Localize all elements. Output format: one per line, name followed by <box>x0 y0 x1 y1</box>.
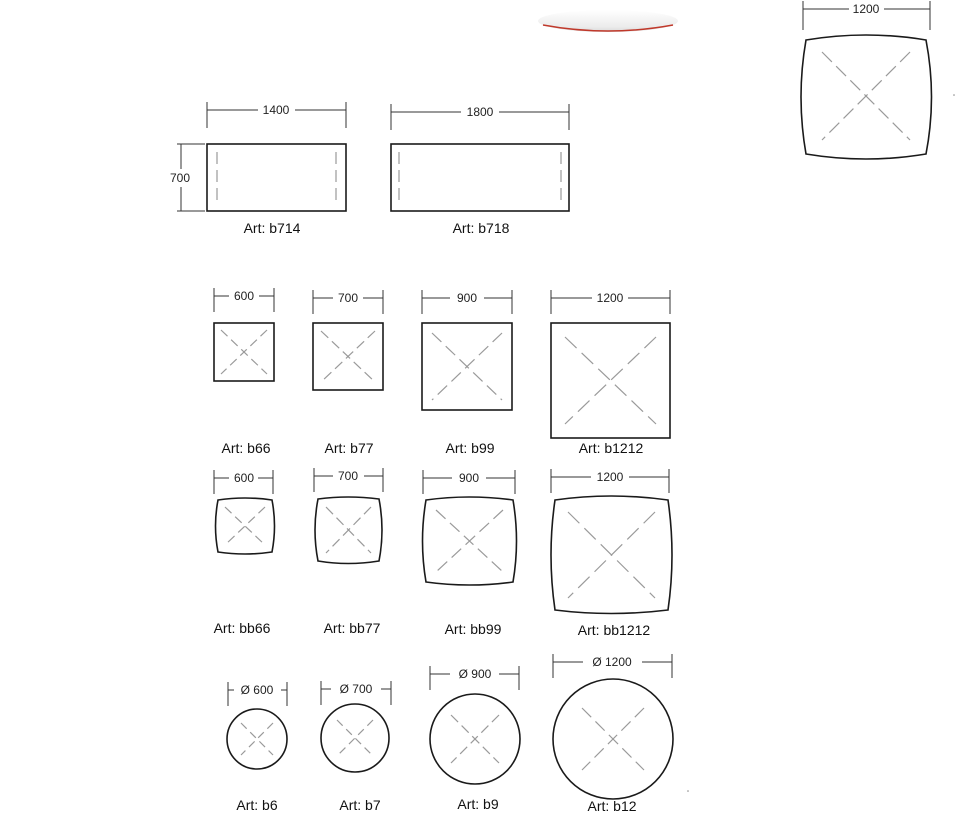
rectangular-row <box>170 102 569 236</box>
tabletop-image <box>538 10 678 32</box>
table-b7 <box>321 681 391 813</box>
article-label: Art: bb66 <box>213 620 271 636</box>
table-b99 <box>422 290 512 456</box>
table-b714 <box>207 102 346 236</box>
table-outline <box>207 144 346 211</box>
article-label: Art: bb1212 <box>577 622 651 638</box>
table-outline <box>216 498 275 554</box>
table-b66 <box>214 288 274 456</box>
dimension-label: 600 <box>233 289 255 303</box>
article-label: Art: b714 <box>243 220 301 236</box>
table-b718 <box>391 104 569 236</box>
article-label: Art: b718 <box>452 220 510 236</box>
table-bb77 <box>314 468 383 636</box>
article-label: Art: b99 <box>445 440 495 456</box>
table-bb99 <box>423 470 517 637</box>
table-outline <box>391 144 569 211</box>
dimension-label: Ø 1200 <box>592 655 632 669</box>
article-label: Art: b66 <box>221 440 271 456</box>
article-label: Art: bb77 <box>323 620 381 636</box>
soft-square-row <box>214 468 672 638</box>
article-label: Art: b9 <box>457 796 499 812</box>
dimension-label: 1200 <box>852 2 880 16</box>
table-bb66 <box>214 470 275 636</box>
dimension-label: Ø 700 <box>339 682 373 696</box>
table-b12 <box>553 654 673 814</box>
round-row <box>227 654 689 814</box>
article-label: Art: b12 <box>587 798 637 814</box>
dimension-label: 600 <box>233 471 255 485</box>
article-label: Art: b6 <box>236 797 278 813</box>
article-label: Art: bb99 <box>444 621 502 637</box>
square-row <box>214 288 670 456</box>
dimension-label: 700 <box>337 291 359 305</box>
top-right-table <box>801 1 955 159</box>
dimension-label: 900 <box>456 291 478 305</box>
table-bb1212 <box>551 469 672 638</box>
dimension-label: 1200 <box>596 291 624 305</box>
table-outline <box>227 709 287 769</box>
article-label: Art: b7 <box>339 797 381 813</box>
article-label: Art: b1212 <box>578 440 644 456</box>
table-b6 <box>227 682 287 813</box>
dimension-label: 1200 <box>596 470 624 484</box>
dimension-label: Ø 600 <box>240 683 274 697</box>
dimension-label: 1800 <box>466 105 494 119</box>
dimension-label: 1400 <box>262 103 290 117</box>
height-label: 700 <box>169 171 191 185</box>
table-outline <box>321 704 389 772</box>
dimension-label: 700 <box>337 469 359 483</box>
dimension-label: 900 <box>458 471 480 485</box>
table-b9 <box>430 666 520 812</box>
dimension-label: Ø 900 <box>458 667 492 681</box>
table-b77 <box>313 290 383 456</box>
article-label: Art: b77 <box>324 440 374 456</box>
table-b1212 <box>551 290 670 456</box>
